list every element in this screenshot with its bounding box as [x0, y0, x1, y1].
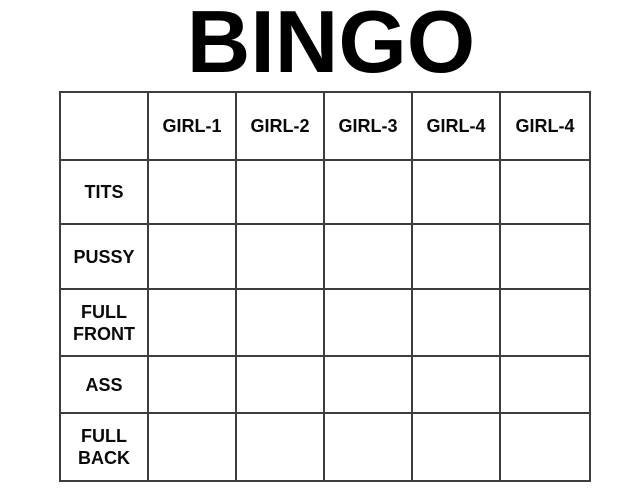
- bingo-cell-pussy-col5[interactable]: [501, 225, 589, 290]
- bingo-cell-pussy-col1[interactable]: [149, 225, 237, 290]
- bingo-cell-full-back-col1[interactable]: [149, 414, 237, 480]
- column-header-girl-1: GIRL-1: [149, 93, 237, 161]
- corner-cell: [61, 93, 149, 161]
- bingo-cell-full-front-col3[interactable]: [325, 290, 413, 357]
- bingo-cell-full-front-col2[interactable]: [237, 290, 325, 357]
- bingo-cell-tits-col3[interactable]: [325, 161, 413, 225]
- row-label-ass: ASS: [61, 357, 149, 414]
- bingo-cell-pussy-col2[interactable]: [237, 225, 325, 290]
- row-label-pussy: PUSSY: [61, 225, 149, 290]
- bingo-cell-ass-col5[interactable]: [501, 357, 589, 414]
- bingo-cell-full-front-col5[interactable]: [501, 290, 589, 357]
- bingo-cell-ass-col4[interactable]: [413, 357, 501, 414]
- column-header-girl-2: GIRL-2: [237, 93, 325, 161]
- bingo-cell-tits-col1[interactable]: [149, 161, 237, 225]
- column-header-girl-3: GIRL-3: [325, 93, 413, 161]
- bingo-cell-full-back-col4[interactable]: [413, 414, 501, 480]
- bingo-cell-full-front-col1[interactable]: [149, 290, 237, 357]
- bingo-cell-full-front-col4[interactable]: [413, 290, 501, 357]
- bingo-cell-pussy-col3[interactable]: [325, 225, 413, 290]
- bingo-table: [59, 91, 591, 482]
- column-header-girl-4-duplicate: GIRL-4: [501, 93, 589, 161]
- bingo-cell-full-back-col3[interactable]: [325, 414, 413, 480]
- bingo-cell-ass-col3[interactable]: [325, 357, 413, 414]
- bingo-cell-pussy-col4[interactable]: [413, 225, 501, 290]
- column-header-girl-4: GIRL-4: [413, 93, 501, 161]
- bingo-cell-ass-col2[interactable]: [237, 357, 325, 414]
- bingo-cell-tits-col4[interactable]: [413, 161, 501, 225]
- bingo-cell-ass-col1[interactable]: [149, 357, 237, 414]
- row-label-full-back: FULL BACK: [61, 414, 149, 480]
- row-label-full-front: FULL FRONT: [61, 290, 149, 357]
- bingo-cell-tits-col5[interactable]: [501, 161, 589, 225]
- bingo-cell-tits-col2[interactable]: [237, 161, 325, 225]
- bingo-cell-full-back-col5[interactable]: [501, 414, 589, 480]
- row-label-tits: TITS: [61, 161, 149, 225]
- page-title: BINGO: [186, 0, 476, 91]
- bingo-cell-full-back-col2[interactable]: [237, 414, 325, 480]
